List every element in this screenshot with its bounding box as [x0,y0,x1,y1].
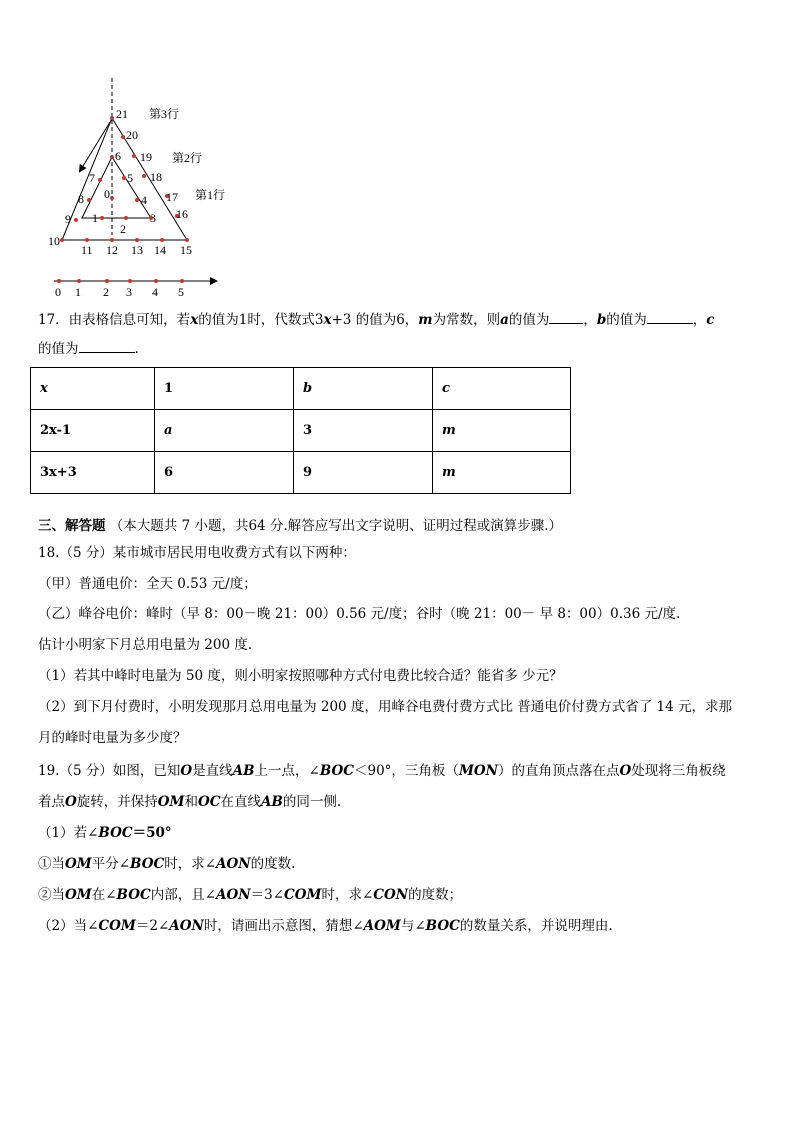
q19-text: （1）若∠ [38,825,99,841]
q18-line-4: 估计小明家下月总用电量为 200 度. [38,637,253,653]
tick-0: 0 [55,285,61,299]
q17-text: 为常数，则 [432,312,501,328]
q19-text: 在∠ [91,887,117,903]
q19-text: ①当 [38,856,65,872]
q17-line-2 [38,340,139,358]
var-AB: AB [261,794,283,810]
value-table [30,367,571,494]
table-cell: 2x-1 [31,410,155,452]
q19-text: ＝2∠ [135,918,170,934]
q17-line-1 [38,311,715,329]
q19-text: 与∠ [400,918,426,934]
var-OM: OM [65,856,92,872]
num-18: 18 [150,170,162,184]
tick-3: 3 [126,285,132,299]
table-cell: m [433,452,571,494]
var-CON: CON [373,887,409,903]
q17-text: 的值为 [508,312,550,328]
q19-text: ＝50° [132,825,172,841]
table-cell: c [433,368,571,410]
q18-line-7: 月的峰时电量为多少度？ [38,730,187,746]
q19-text: 上一点，∠ [254,763,320,779]
var-AOM: AOM [363,918,401,934]
var-O: O [180,763,193,779]
q18-line-6: （2）到下月付费时，小明发现那月总用电量为 200 度，用峰谷电费付费方式比 普通电价付费方式省了 14 元，求那 [38,699,732,715]
q19-text: ＝3∠ [250,887,284,903]
num-16: 16 [176,207,188,221]
table-cell: 3 [294,410,433,452]
q19-line-4 [38,855,295,873]
q19-line-2 [38,793,341,811]
answer-blank-b[interactable] [647,311,693,324]
triangle-figure [40,70,240,300]
q19-text: 时，请画出示意图，猜想∠ [203,918,364,934]
var-AON: AON [216,887,251,903]
num-7: 7 [89,171,95,185]
q19-text: 和 [184,794,198,810]
q17-text: 的值为1时，代数式3 [198,312,324,328]
q18-line-2: （甲）普通电价：全天 0.53 元/度； [38,576,257,592]
var-BOC: BOC [130,856,165,872]
tick-4: 4 [152,285,158,299]
var-b: b [596,312,607,328]
table-cell: 9 [294,452,433,494]
q19-text: 19.（5 分）如图，已知 [38,763,181,779]
tick-5: 5 [178,285,184,299]
q19-line-6 [38,917,613,935]
section-note: （本大题共 7 小题，共64 分.解答应写出文字说明、证明过程或演算步骤.） [109,518,563,534]
num-15: 15 [180,243,192,257]
answer-blank-a[interactable] [549,311,583,324]
table-cell: a [155,410,294,452]
num-2: 2 [120,222,126,236]
q19-line-3 [38,824,172,842]
q19-text: 着点 [38,794,65,810]
answer-blank-c[interactable] [79,340,135,353]
var-O: O [65,794,77,810]
var-OC: OC [197,794,221,810]
var-a: a [500,312,509,328]
q17-text: ， [692,312,707,328]
q17-text: 的值为 [38,341,79,357]
section-heading [38,517,562,535]
num-13: 13 [131,243,143,257]
tick-2: 2 [103,285,109,299]
q19-text: 的同一侧. [282,794,342,810]
tick-1: 1 [75,285,81,299]
table-row [31,368,571,410]
q19-text: 是直线 [192,763,233,779]
num-20: 20 [126,128,138,142]
section-title: 三、解答题 [38,518,106,534]
q19-text: （2）当∠ [38,918,99,934]
var-x: x [190,312,199,328]
num-5: 5 [127,171,133,185]
q17-text: 17．由表格信息可知，若 [38,312,191,328]
q19-text: ＜90°，三角板（ [354,763,459,779]
table-cell: 1 [155,368,294,410]
q19-text: ②当 [38,887,65,903]
num-4: 4 [141,193,147,207]
q18-line-3: （乙）峰谷电价：峰时（早 8：00－晚 21：00）0.56 元/度；谷时（晚 21：00－ 早 8：00）0.36 元/度. [38,606,681,622]
var-AB: AB [232,763,255,779]
var-m: m [418,312,433,328]
num-6: 6 [115,149,121,163]
table-cell: 6 [155,452,294,494]
num-10: 10 [48,234,60,248]
row-label-1: 第1行 [195,188,226,202]
q17-text: . [134,341,139,357]
num-1: 1 [92,211,98,225]
q19-text: 平分∠ [91,856,131,872]
q19-text: 旋转，并保持 [76,794,158,810]
table-row [31,452,571,494]
var-x: x [323,312,332,328]
table-cell: x [31,368,155,410]
number-triangle-diagram [40,70,240,300]
num-12: 12 [106,243,118,257]
var-BOC: BOC [116,887,151,903]
q19-line-5 [38,886,462,904]
var-MON: MON [458,763,498,779]
q19-text: 时，求∠ [321,887,374,903]
q19-text: 的度数. [250,856,296,872]
num-14: 14 [154,243,166,257]
row-label-3: 第3行 [149,107,180,121]
q19-line-1 [38,762,726,780]
table-cell: 3x+3 [31,452,155,494]
q19-text: ）的直角顶点落在点 [497,763,620,779]
q18-line-1: 18.（5 分）某市城市居民用电收费方式有以下两种： [38,545,356,561]
q19-text: 处现将三角板绕 [631,763,726,779]
direction-arrow [80,122,110,171]
var-COM: COM [98,918,136,934]
row-label-2: 第2行 [172,151,203,165]
var-OM: OM [157,794,185,810]
num-9: 9 [65,212,71,226]
var-OM: OM [65,887,92,903]
var-c: c [706,312,715,328]
num-11: 11 [81,243,93,257]
q17-text: 的值为 [606,312,647,328]
var-AON: AON [216,856,251,872]
table-cell: b [294,368,433,410]
q19-text: 在直线 [220,794,261,810]
q19-text: 内部，且∠ [150,887,217,903]
var-AON: AON [169,918,204,934]
table-cell: m [433,410,571,452]
num-0: 0 [104,187,110,201]
q19-text: 的数量关系，并说明理由. [459,918,613,934]
table-row [31,410,571,452]
var-O: O [619,763,632,779]
var-BOC: BOC [319,763,354,779]
q19-text: 的度数； [408,887,463,903]
var-BOC: BOC [425,918,460,934]
q17-text: +3 的值为6， [331,312,419,328]
var-COM: COM [284,887,322,903]
num-19: 19 [140,150,152,164]
num-8: 8 [78,192,84,206]
q19-text: 时，求∠ [164,856,217,872]
q18-line-5: （1）若其中峰时电量为 50 度，则小明家按照哪种方式付电费比较合适？能省多 少元？ [38,668,563,684]
var-BOC: BOC [98,825,133,841]
num-21: 21 [116,107,128,121]
num-3: 3 [150,211,156,225]
q17-text: ， [583,312,597,328]
num-17: 17 [166,190,178,204]
